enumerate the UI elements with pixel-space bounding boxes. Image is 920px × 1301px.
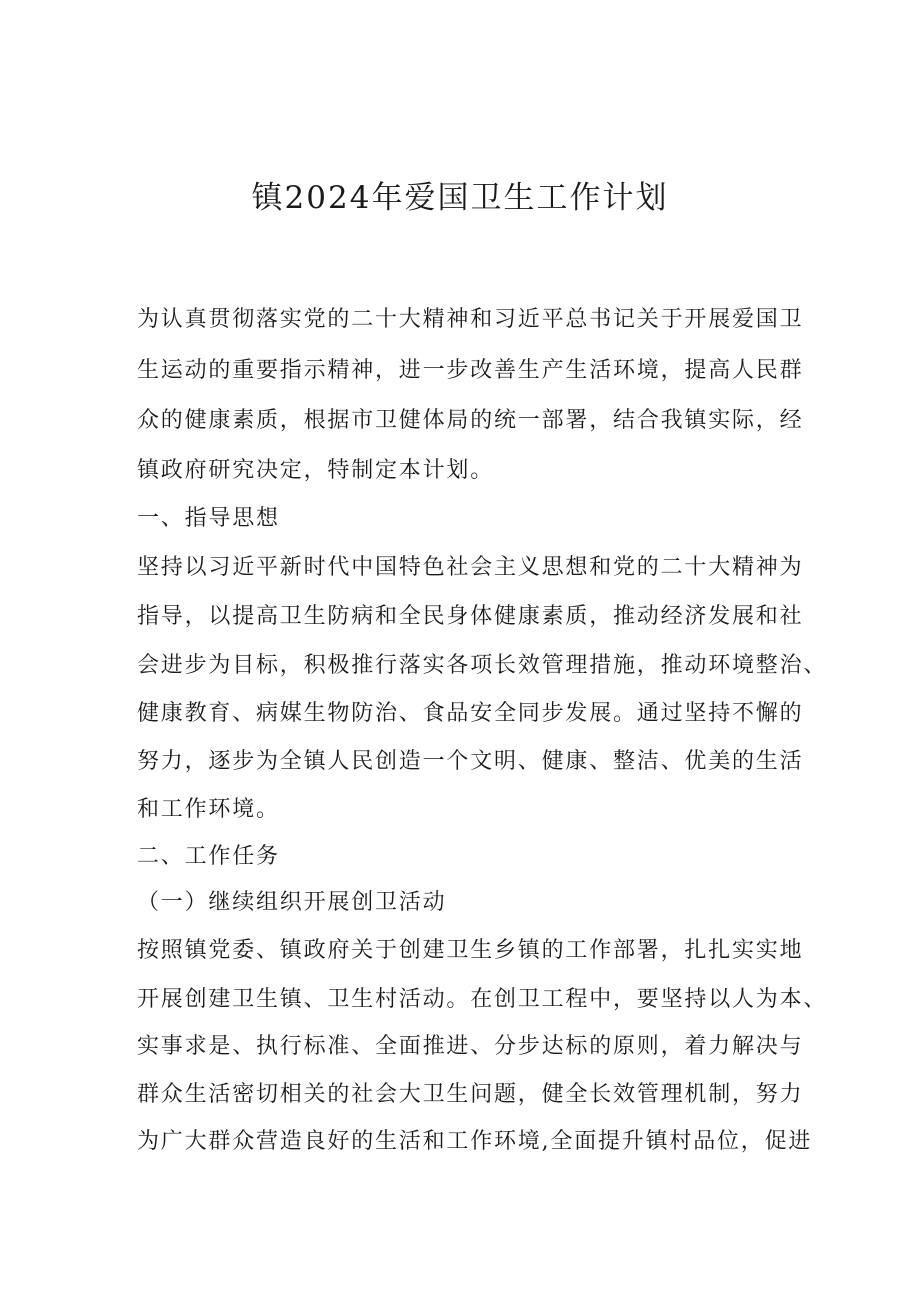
- paragraph-line: 为认真贯彻落实党的二十大精神和习近平总书记关于开展爱国卫: [137, 307, 804, 332]
- paragraph-line: 健康教育、病媒生物防治、食品安全同步发展。通过坚持不懈的: [137, 701, 804, 726]
- paragraph-line: 按照镇党委、镇政府关于创建卫生乡镇的工作部署，扎扎实实地: [137, 938, 804, 963]
- paragraph-line: 实事求是、执行标准、全面推进、分步达标的原则，着力解决与: [137, 1034, 804, 1059]
- paragraph-line: 生运动的重要指示精神，进一步改善生产生活环境，提高人民群: [137, 358, 804, 383]
- paragraph-line: 坚持以习近平新时代中国特色社会主义思想和党的二十大精神为: [137, 555, 804, 580]
- paragraph-line: 开展创建卫生镇、卫生村活动。在创卫工程中，要坚持以人为本、: [137, 987, 828, 1012]
- paragraph-line: 为广大群众营造良好的生活和工作环境,全面提升镇村品位，促进: [137, 1129, 813, 1154]
- paragraph-line: 会进步为目标，积极推行落实各项长效管理措施，推动环境整治、: [137, 653, 828, 678]
- document-title: 镇2024年爱国卫生工作计划: [251, 180, 669, 216]
- paragraph-line: 努力，逐步为全镇人民创造一个文明、健康、整洁、优美的生活: [137, 749, 804, 774]
- paragraph-line: 指导，以提高卫生防病和全民身体健康素质，推动经济发展和社: [137, 604, 804, 629]
- paragraph-line: 镇政府研究决定，特制定本计划。: [137, 458, 495, 483]
- paragraph-line: 众的健康素质，根据市卫健体局的统一部署，结合我镇实际，经: [137, 408, 804, 433]
- subsection-heading: （一）继续组织开展创卫活动: [137, 890, 447, 915]
- section-heading: 二、工作任务: [137, 844, 280, 869]
- paragraph-line: 和工作环境。: [137, 797, 280, 822]
- paragraph-line: 群众生活密切相关的社会大卫生问题，健全长效管理机制，努力: [137, 1082, 804, 1107]
- section-heading: 一、指导思想: [137, 506, 280, 531]
